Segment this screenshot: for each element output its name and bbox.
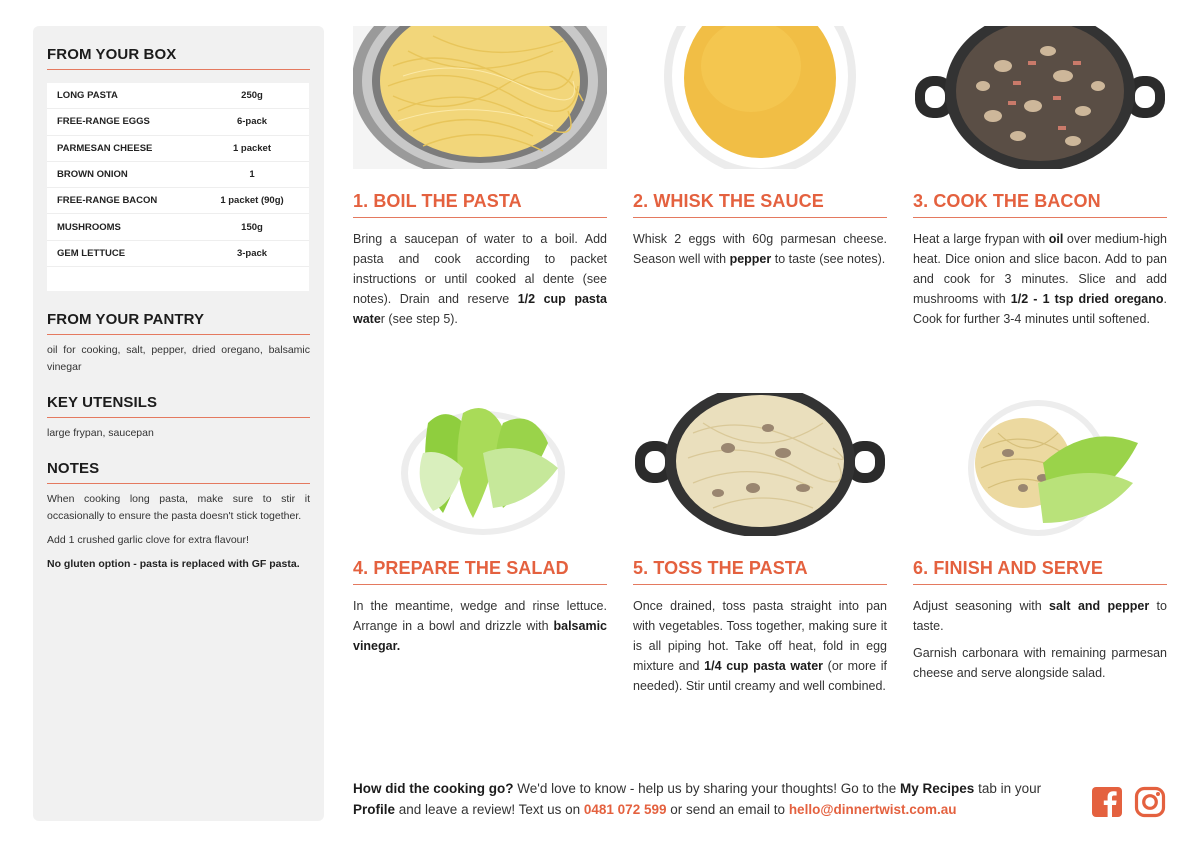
step-title: 3. COOK THE BACON [913,191,1167,218]
carbonara-pan-image [633,393,887,536]
step-text: Whisk 2 eggs with 60g parmesan cheese. Season well with pepper to taste (see notes). [633,232,887,266]
ingredient-row [47,136,309,162]
email-link[interactable]: hello@dinnertwist.com.au [788,802,957,817]
ingredient-qty: 1 [249,169,255,181]
ingredient-name: FREE-RANGE EGGS [57,116,150,128]
step-title: 6. FINISH AND SERVE [913,558,1167,585]
ingredient-row [47,188,309,214]
note: When cooking long pasta, make sure to stir it occasionally to ensure the pasta doesn't stick together. [47,493,310,523]
instagram-icon[interactable] [1134,786,1166,818]
step-title: 4. PREPARE THE SALAD [353,558,607,585]
pot-of-spaghetti-image [353,26,607,169]
phone-number[interactable]: 0481 072 599 [583,802,667,817]
step-text-extra: Garnish carbonara with remaining parmesan cheese and serve alongside salad. [913,646,1167,680]
pantry-heading: FROM YOUR PANTRY [47,311,310,335]
step-text: Heat a large frypan with oil over medium-high heat. Dice onion and slice bacon. Add to pan and cook for 3 minutes. Slice and add mushrooms with 1/2 - 1 tsp dried oregano. Cook for further 3-4 minutes until softened. [913,232,1167,326]
note: No gluten option - pasta is replaced with GF pasta. [47,558,300,571]
step-title: 2. WHISK THE SAUCE [633,191,887,218]
facebook-icon[interactable] [1091,786,1123,818]
ingredient-row [47,241,309,267]
feedback-footer: How did the cooking go? We'd love to know - help us by sharing your thoughts! Go to the My Recipes tab in your Profile and leave a review! Text us on 0481 072 599 or send an email to hello@dinnertwist.com.au [353,781,1042,817]
ingredient-name: PARMESAN CHEESE [57,142,153,154]
step-text: Bring a saucepan of water to a boil. Add pasta and cook according to packet instructions or until cooked al dente (see notes). Drain and reserve 1/2 cup pasta water (see step 5). [353,232,607,326]
sidebar [33,26,324,821]
step-2 [633,26,887,269]
ingredient-name: GEM LETTUCE [57,247,126,259]
step-title: 1. BOIL THE PASTA [353,191,607,218]
step-text: Once drained, toss pasta straight into pan with vegetables. Toss together, making sure it is all piping hot. Take off heat, fold in egg mixture and 1/4 cup pasta water (or more if needed). Stir until creamy and well combined. [633,599,888,693]
step-5 [633,393,887,696]
step-text: Adjust seasoning with salt and pepper to taste. [913,599,1167,633]
ingredient-qty: 6-pack [236,116,268,128]
ingredient-row [47,109,309,135]
ingredient-row [47,214,309,240]
utensils-section [47,394,310,442]
ingredient-qty: 1 packet (90g) [220,195,284,207]
utensils-heading: KEY UTENSILS [47,394,310,418]
step-4 [353,393,607,656]
ingredient-name: BROWN ONION [57,169,128,181]
ingredient-qty: 250g [241,90,263,102]
ingredient-qty: 3-pack [236,247,268,259]
step-title: 5. TOSS THE PASTA [633,558,887,585]
pantry-section [47,311,310,376]
ingredient-name: FREE-RANGE BACON [57,195,158,207]
plated-carbonara-image [913,393,1167,536]
ingredients-table [47,83,309,291]
notes-heading: NOTES [47,460,310,484]
notes-section [47,460,310,573]
ingredient-qty: 1 packet [232,142,272,154]
ingredient-name: LONG PASTA [57,90,118,102]
lettuce-bowl-image [353,393,607,536]
step-6 [913,393,1167,683]
ingredient-row [47,162,309,188]
step-text: In the meantime, wedge and rinse lettuce. Arrange in a bowl and drizzle with balsamic vinegar. [353,599,607,653]
egg-sauce-image [633,26,887,169]
utensils-text: large frypan, saucepan [47,427,154,440]
ingredient-name: MUSHROOMS [57,221,121,233]
note: Add 1 crushed garlic clove for extra flavour! [47,534,249,547]
pantry-text: oil for cooking, salt, pepper, dried oregano, balsamic vinegar [47,344,310,374]
from-your-box-heading: FROM YOUR BOX [47,46,310,70]
ingredient-row [47,83,309,109]
ingredient-qty: 150g [241,221,263,233]
step-1 [353,26,607,329]
bacon-mushroom-pan-image [913,26,1167,169]
step-3 [913,26,1167,329]
